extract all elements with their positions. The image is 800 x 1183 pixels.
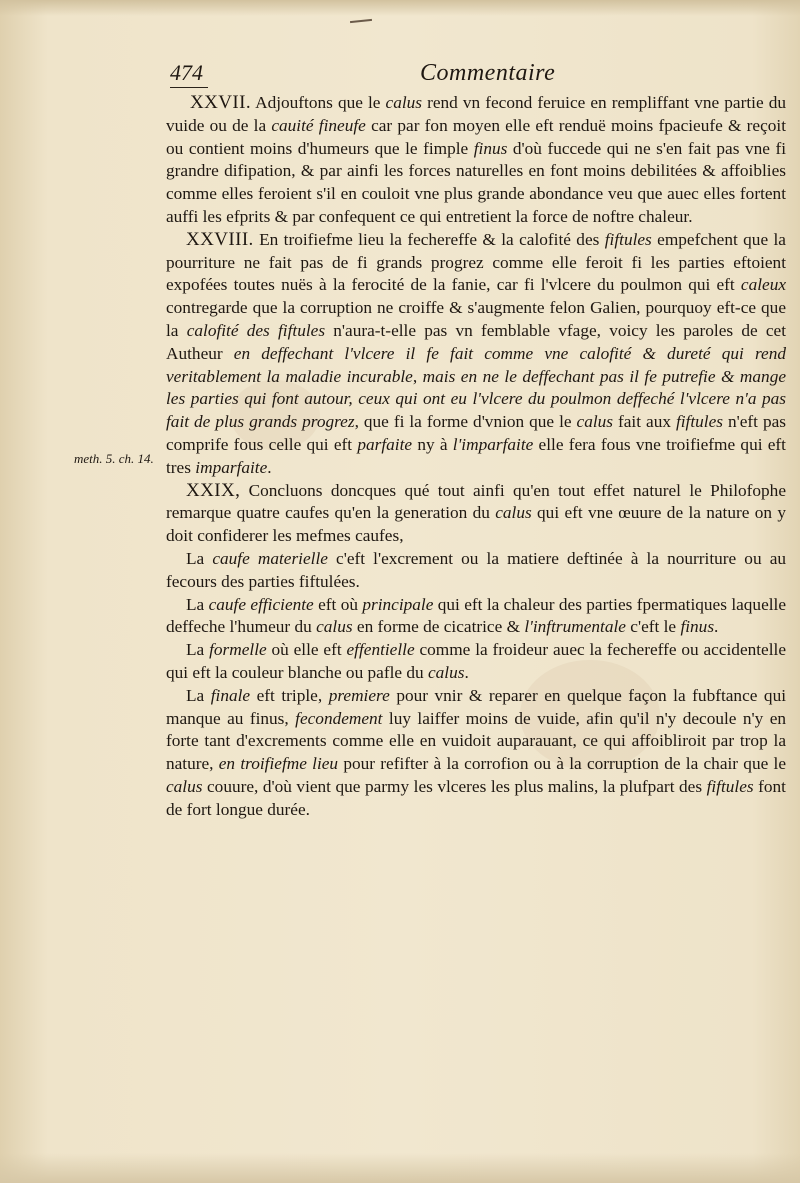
section-number: XXIX, [186,479,241,501]
italic-run: premiere [328,685,390,705]
italic-run: calus [316,617,353,637]
italic-run: calus [428,662,465,682]
running-head: Commentaire [420,60,556,86]
italic-run: formelle [209,640,267,660]
text-run: contregarde que la corruption ne croiffe & s'augmente felon Galien, pourquoy eft-ce que la [166,298,786,340]
text-run: elle fera fous vne troifiefme qui eft tres [166,434,786,477]
italic-run: calofité des fiftules [186,320,326,340]
italic-run: finus [680,617,715,637]
ink-mark [350,19,372,23]
italic-run: effentielle [346,640,415,660]
text-run: pour vnir & reparer en quelque façon la fubftance qui manque au finus, [166,685,787,728]
italic-run: fecondement [295,708,383,728]
text-run: rend vn fecond feruice en rempliffant vne partie du vuide ou de la [166,93,786,135]
italic-run: finale [210,685,251,705]
text-run: La [186,594,209,614]
paragraph [166,229,786,480]
text-run: La [186,548,213,568]
page-top-shadow [0,0,800,16]
italic-run: calus [166,776,203,796]
page-bottom-shadow [0,1153,800,1183]
paragraph [166,548,786,594]
italic-run: fiftules [604,229,652,249]
text-run: Adjouftons que le [250,93,386,112]
text-run: pour refifter à la corrofion ou à la corruption de la chair que le [338,754,786,774]
text-run: empefchent que la pourriture ne fait pas de fi grands progrez comme elle feroit fi les parties eftoient expofées toutes nuës à la ferocité de la fanie, car fi l'vlcere du poulmon qui eft [166,229,786,295]
italic-run: mais en ne le deffechant pas il fe putrefie & mange les parties qui font autour, ceux qui ont eu l'vlcere du poulmon deffeché l'vlcere n'a pas fait de plus grands progrez [166,366,786,432]
text-run: c'eft le [625,617,681,637]
text-run: en forme de cicatrice & [352,617,525,637]
italic-run: caufe efficiente [208,594,314,614]
text-run: . [714,617,719,637]
paragraph [166,480,786,548]
text-run: c'eft l'excrement ou la matiere deftinée à la nourriture ou au fecours des parties fiftulées. [166,548,786,591]
text-run: eft triple, [250,685,329,705]
text-run: ny à [412,434,453,454]
italic-run: principale [362,594,434,614]
text-run: En troifiefme lieu la fechereffe & la calofité des [253,229,605,249]
folio-underline [170,87,208,88]
italic-run: cauité fineufe [271,115,366,135]
paragraph [166,685,786,822]
text-run: luy laiffer moins de vuide, afin qu'il n'y decoule n'y en forte tant d'excrements comme elle en vuidoit auparauant, ce qui affoibliroit par trop la nature, [166,708,787,774]
text-run: couure, d'où vient que parmy les vlceres les plus malins, la plufpart des [202,776,707,796]
italic-run: fiftules [706,776,754,796]
paragraph [166,92,786,229]
italic-run: parfaite [357,434,413,454]
italic-run: fiftules [675,412,723,432]
italic-run: en troifiefme lieu [218,754,339,774]
page-number: 474 [170,60,203,85]
text-run: , que fi la forme d'vnion que le [354,412,577,432]
text-run: Concluons doncques qué tout ainfi qu'en tout effet naturel le Philofophe remarque quatre caufes qu'en la generation du [166,480,786,523]
page-header [170,60,790,94]
text-run: n'aura-t-elle pas vn femblable vfage, voicy les paroles de cet Autheur [166,320,787,363]
italic-run: l'imparfaite [452,434,534,454]
paragraph [166,594,786,640]
body-text [166,92,786,822]
text-run: . [267,457,272,477]
text-run: car par fon moyen elle eft renduë moins fpacieufe & reçoit ou contient moins d'humeurs que le fimple [166,115,787,158]
section-number: XXVIII. [186,228,254,250]
text-run: font de fort longue durée. [166,776,786,819]
italic-run: imparfaite [195,457,268,477]
text-run: qui eft la chaleur des parties fpermatiques laquelle deffeche l'humeur du [166,594,787,637]
text-run: d'où fuccede qui ne s'en fait pas vne fi grandre difipation, & par ainfi les forces naturelles en font moins debilitées & affoiblies comme elles feroient s'il en couloit vne plus grande abondance veu que auec elles fortent auffi les efprits & par confequent ce qui entretient la force de noftre chaleur. [166,138,787,226]
paragraph [166,639,786,685]
margin-note: meth. 5. ch. 14. [74,451,154,466]
text-run: eft où [313,594,363,614]
italic-run: l'inftrumentale [524,617,626,637]
italic-run: calus [576,412,614,432]
text-run: La [186,640,210,660]
text-run: La [186,685,211,705]
text-run: où elle eft [266,640,347,660]
italic-run: calus [495,503,532,523]
text-run: . [464,662,469,682]
text-run: n'eft pas comprife fous celle qui eft [166,412,786,454]
italic-run: caufe materielle [212,548,328,568]
text-run: fait aux [613,412,676,432]
text-run: , [412,366,423,386]
italic-run: finus [473,138,508,158]
text-run: comme la froideur auec la fechereffe ou accidentelle qui eft la couleur blanche ou pafle du [166,640,787,682]
italic-run: caleux [740,275,786,295]
section-number: XXVII. [190,92,251,113]
italic-run: calus [385,93,423,112]
italic-run: en deffechant l'vlcere il fe fait comme vne calofité & dureté qui rend veritablement la maladie incurable [166,343,786,386]
text-run: qui eft vne œuure de la nature on y doit confiderer les mefmes caufes, [166,503,786,546]
